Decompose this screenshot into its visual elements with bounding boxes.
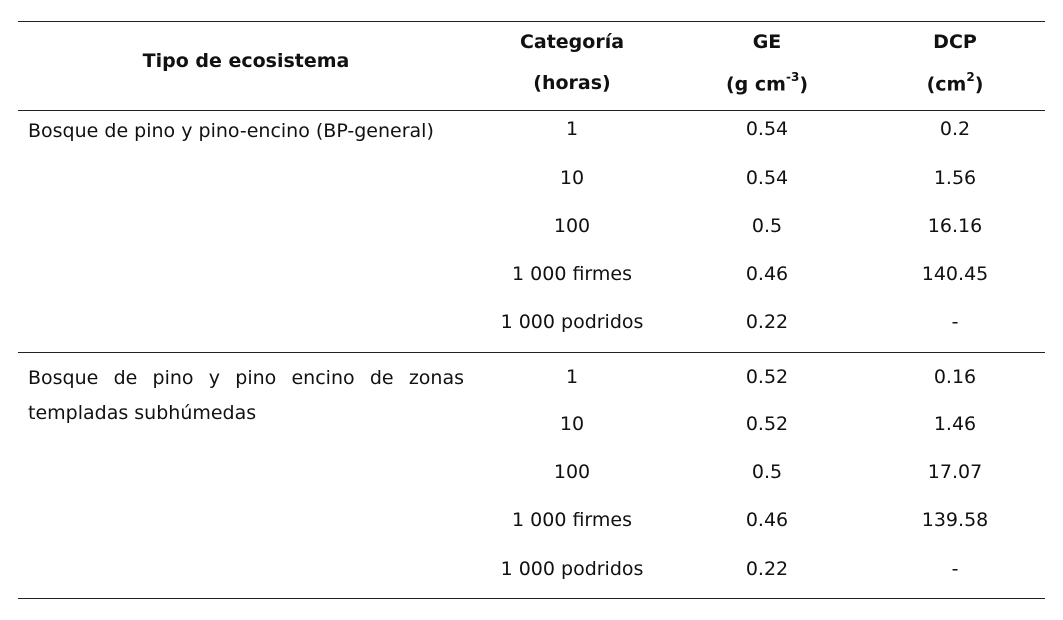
header-ge-unit: (g $cm^{-3}$) xyxy=(726,70,808,96)
categoria-cell: 1 xyxy=(565,118,579,140)
categoria-cell: 10 xyxy=(559,413,585,435)
ecosystem-label-line: templadas subhúmedas xyxy=(28,402,257,424)
dcp-cell: 1.46 xyxy=(933,413,977,435)
ge-cell: 0.5 xyxy=(751,461,783,483)
header-bottom-rule xyxy=(18,110,1045,111)
categoria-cell: 1 xyxy=(565,366,579,388)
group-separator-rule xyxy=(18,352,1045,353)
table-top-rule xyxy=(18,21,1045,22)
ge-cell: 0.54 xyxy=(745,118,789,140)
ge-cell: 0.46 xyxy=(745,263,789,285)
header-ge: GE xyxy=(752,31,782,53)
dcp-cell: 0.2 xyxy=(939,118,971,140)
header-dcp-unit: $(cm^2)$ xyxy=(926,70,984,96)
dcp-cell: - xyxy=(951,558,959,580)
table-bottom-rule xyxy=(18,598,1045,599)
dcp-cell: 0.16 xyxy=(933,366,977,388)
ge-cell: 0.5 xyxy=(751,215,783,237)
ge-cell: 0.54 xyxy=(745,167,789,189)
ge-cell: 0.22 xyxy=(745,558,789,580)
header-tipo-ecosistema: Tipo de ecosistema xyxy=(142,50,350,72)
ge-cell: 0.22 xyxy=(745,311,789,333)
dcp-cell: 17.07 xyxy=(927,461,983,483)
dcp-cell: - xyxy=(951,311,959,333)
dcp-cell: 16.16 xyxy=(927,215,983,237)
dcp-cell: 140.45 xyxy=(921,263,989,285)
header-categoria-unit: (horas) xyxy=(533,72,611,94)
categoria-cell: 1 000 firmes xyxy=(512,509,632,531)
ecosystem-label xyxy=(28,364,464,427)
categoria-cell: 1 000 podridos xyxy=(500,311,644,333)
ge-cell: 0.46 xyxy=(745,509,789,531)
ge-cell: 0.52 xyxy=(745,413,789,435)
categoria-cell: 100 xyxy=(553,461,591,483)
categoria-cell: 1 000 podridos xyxy=(500,558,644,580)
dcp-cell: 139.58 xyxy=(921,509,989,531)
categoria-cell: 10 xyxy=(559,167,585,189)
header-dcp: DCP xyxy=(933,31,977,53)
categoria-cell: 1 000 firmes xyxy=(512,263,632,285)
dcp-cell: 1.56 xyxy=(933,167,977,189)
ecosystem-label-line: Bosque de pino y pino-encino (BP-general) xyxy=(28,120,434,142)
header-categoria: Categoría xyxy=(519,31,625,53)
ecosystem-label xyxy=(28,117,464,145)
ge-cell: 0.52 xyxy=(745,366,789,388)
ecosystem-label-line: Bosque de pino y pino encino de zonas xyxy=(28,367,464,389)
categoria-cell: 100 xyxy=(553,215,591,237)
